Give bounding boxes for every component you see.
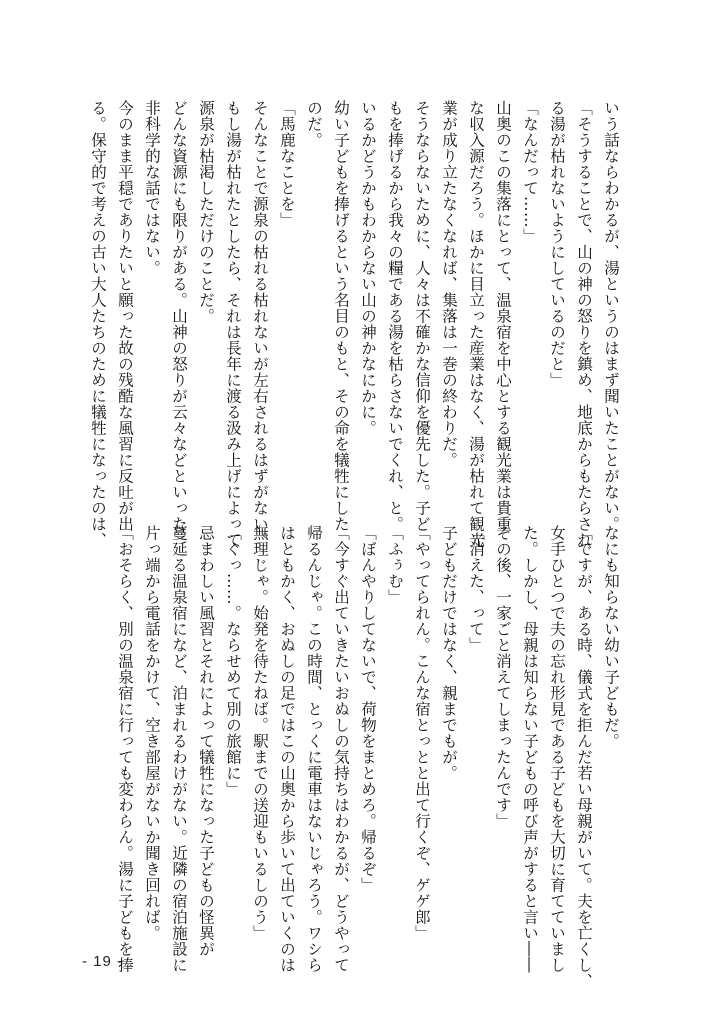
text-block-lower bbox=[104, 525, 624, 989]
text-line: 「消えた、って」 bbox=[467, 525, 485, 653]
text-line: 「馬鹿なことを」 bbox=[278, 100, 296, 228]
text-line: 「ふぅむ」 bbox=[386, 525, 404, 605]
text-line: なにも知らない幼い子どもだ。 bbox=[602, 525, 620, 749]
text-line: 女手ひとつで夫の忘れ形見である子どもを大切に育てていまし bbox=[548, 525, 566, 973]
text-line: 子どもだけではなく、親までもが。 bbox=[440, 525, 458, 781]
text-line: 「やってられん。こんな宿とっとと出て行くぞ、ゲゲ郎」 bbox=[413, 525, 431, 941]
text-line: 「そうすることで、山の神の怒りを鎮め、地底からもたらされ bbox=[575, 100, 593, 548]
text-line: 山奥のこの集落にとって、温泉宿を中心とする観光業は貴重 bbox=[494, 100, 512, 532]
text-line: 蔓延る温泉宿になど、泊まれるわけがない。近隣の宿泊施設に bbox=[170, 525, 188, 973]
text-line: 業が成り立たなくなれば、集落は一巻の終わりだ。 bbox=[440, 100, 458, 468]
text-line: 忌まわしい風習とそれによって犠牲になった子どもの怪異が bbox=[197, 525, 215, 957]
text-line: な収入源だろう。ほかに目立った産業はなく、湯が枯れて観光 bbox=[467, 100, 485, 548]
text-line: その後、一家ごと消えてしまったんです」 bbox=[494, 525, 512, 829]
text-line: 「ぼんやりしてないで、荷物をまとめろ。帰るぞ」 bbox=[359, 525, 377, 893]
text-line: もし湯が枯れたとしたら、それは長年に渡る汲み上げによって bbox=[224, 100, 242, 548]
text-line: 「ぐっ……。ならせめて別の旅館に」 bbox=[224, 525, 242, 797]
text-line: 「なんだって……」 bbox=[521, 100, 539, 244]
text-line: どんな資源にも限りがある。山神の怒りが云々などといった bbox=[170, 100, 188, 532]
text-line: いう話ならわかるが、湯というのはまず聞いたことがない。 bbox=[602, 100, 620, 532]
page-number: - 19 - bbox=[82, 953, 124, 970]
text-line: 「おそらく、別の温泉宿に行っても変わらん。湯に子どもを捧 bbox=[116, 525, 134, 973]
text-line: いるかどうかもわからない山の神かなにかに。 bbox=[359, 100, 377, 436]
text-line: はともかく、おぬしの足ではこの山奥から歩いて出ていくのは bbox=[278, 525, 296, 973]
text-line: 無理じゃ。始発を待たねば。駅までの送迎もいるしのう」 bbox=[251, 525, 269, 941]
text-line: 今のまま平穏でありたいと願った故の残酷な風習に反吐が出 bbox=[116, 100, 134, 532]
text-line: 帰るんじゃ。この時間、とっくに電車はないじゃろう。ワシら bbox=[305, 525, 323, 973]
text-line: もを捧げるから我々の糧である湯を枯らさないでくれ、と。 bbox=[386, 100, 404, 532]
text-line: 源泉が枯渇しただけのことだ。 bbox=[197, 100, 215, 324]
text-block-upper bbox=[89, 100, 624, 548]
text-line: 片っ端から電話をかけて、空き部屋がないか聞き回れば。 bbox=[143, 525, 161, 941]
text-line: 「今すぐ出ていきたいおぬしの気持ちはわかるが、どうやって bbox=[332, 525, 350, 973]
text-line: そんなことで源泉の枯れる枯れないが左右されるはずがない。 bbox=[251, 100, 269, 548]
text-line: た。しかし、母親は知らない子どもの呼び声がすると言い―― bbox=[521, 525, 539, 973]
text-line: そうならないために、人々は不確かな信仰を優先した。子ど bbox=[413, 100, 431, 532]
text-line: る。保守的で考えの古い大人たちのために犠牲になったのは、 bbox=[89, 100, 107, 548]
text-line: る湯が枯れないようにしているのだと」 bbox=[548, 100, 566, 388]
text-line: 幼い子どもを捧げるという名目のもと、その命を犠牲にした bbox=[332, 100, 350, 532]
text-line: のだ。 bbox=[305, 100, 323, 148]
text-line: 「ですが、ある時、儀式を拒んだ若い母親がいて。夫を亡くし、 bbox=[575, 525, 593, 989]
text-line: 非科学的な話ではない。 bbox=[143, 100, 161, 276]
